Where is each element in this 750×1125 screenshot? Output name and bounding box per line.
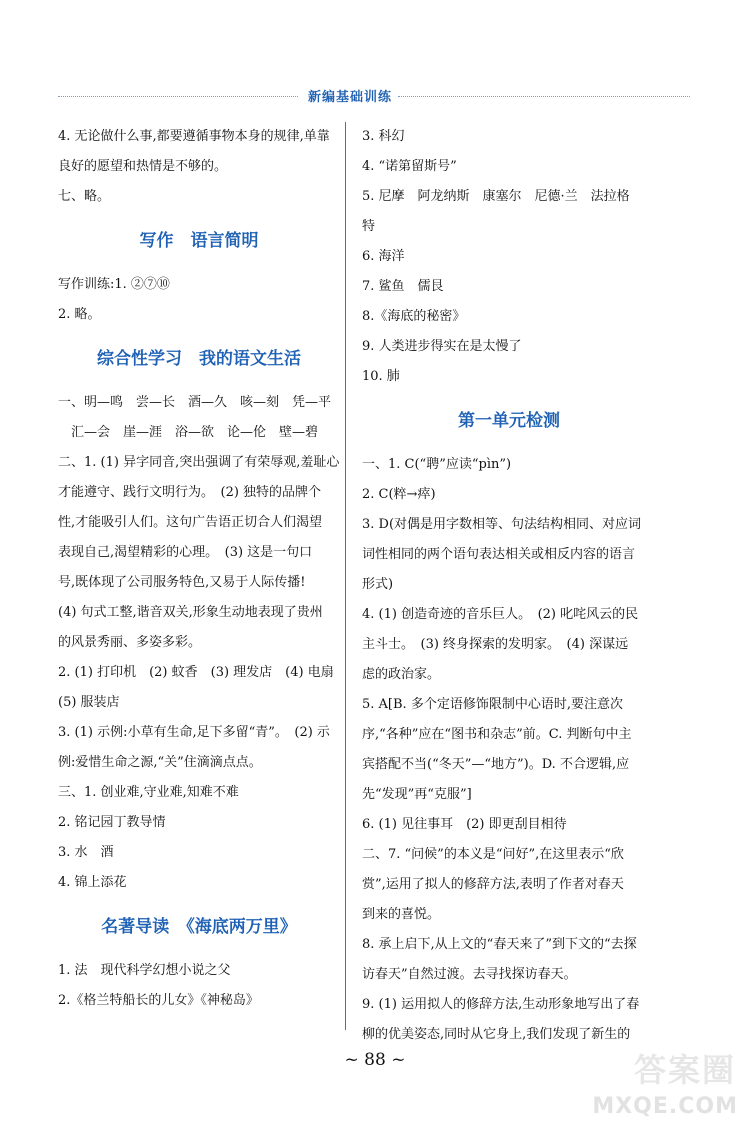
answer-line: 表现自己,渴望精彩的心理。 (3) 这是一句口 [58, 545, 313, 560]
answer-line: 10. 肺 [362, 369, 400, 384]
answer-line: 3. 水 酒 [58, 845, 114, 860]
answer-line: 良好的愿望和热情是不够的。 [58, 159, 228, 174]
answer-line: 9. 人类进步得实在是太慢了 [362, 339, 522, 354]
answer-line: 序,“各种”应在“图书和杂志”前。C. 判断句中主 [362, 727, 632, 742]
header-rule-left [58, 96, 298, 97]
running-header [0, 86, 750, 106]
section-heading: 名著导读 《海底两万里》 [101, 917, 297, 937]
answer-line: 二、1. (1) 异字同音,突出强调了有荣辱观,羞耻心 [58, 455, 340, 470]
answer-line: 4. 锦上添花 [58, 875, 127, 890]
left-column [58, 122, 340, 1016]
answer-line: 2. (1) 打印机 (2) 蚊香 (3) 理发店 (4) 电扇 [58, 665, 334, 680]
answer-line: 4. “诺第留斯号” [362, 159, 457, 174]
answer-line: 5. 尼摩 阿龙纳斯 康塞尔 尼德·兰 法拉格 [362, 189, 630, 204]
answer-line: 号,既体现了公司服务特色,又易于人际传播! [58, 575, 306, 590]
watermark-logo: 答案圈 [633, 1051, 736, 1089]
answer-line: 6. (1) 见往事耳 (2) 即更刮目相待 [362, 817, 567, 832]
section-heading: 写作 语言简明 [139, 231, 259, 251]
answer-line: 特 [362, 219, 376, 234]
answer-line: 一、1. C(“聘”应读“pìn”) [362, 457, 512, 472]
answer-line: 七、略。 [58, 189, 111, 204]
answer-line: 主斗士。 (3) 终身探索的发明家。 (4) 深谋远 [362, 637, 629, 652]
answer-line: 7. 鲨鱼 儒艮 [362, 279, 444, 294]
answer-line: 2. 铭记园丁教导情 [58, 815, 166, 830]
answer-line: 三、1. 创业难,守业难,知难不难 [58, 785, 239, 800]
answer-line: 才能遵守、践行文明行为。 (2) 独特的品牌个 [58, 485, 322, 500]
answer-line: 例:爱惜生命之源,“关”住滴滴点点。 [58, 755, 262, 770]
answer-line: 宾搭配不当(“冬天”—“地方”)。D. 不合逻辑,应 [362, 757, 630, 772]
answer-line: 8. 承上启下,从上文的“春天来了”到下文的“去探 [362, 937, 637, 952]
answer-line: 先“发现”再“克服”] [362, 787, 472, 802]
section-heading: 第一单元检测 [458, 411, 560, 431]
answer-line: 2. 略。 [58, 307, 101, 322]
answer-line: 8.《海底的秘密》 [362, 309, 466, 324]
answer-line: 6. 海洋 [362, 249, 405, 264]
answer-line: 3. D(对偶是用字数相等、句法结构相同、对应词 [362, 517, 642, 532]
column-divider [345, 122, 346, 1030]
answer-line: 4. (1) 创造奇迹的音乐巨人。 (2) 叱咤风云的民 [362, 607, 639, 622]
answer-line: (4) 句式工整,谐音双关,形象生动地表现了贵州 [58, 605, 323, 620]
answer-line: 的风景秀丽、多姿多彩。 [58, 635, 202, 650]
answer-line: 2. C(粹→瘁) [362, 487, 436, 502]
answer-line: 3. 科幻 [362, 129, 405, 144]
answer-line: (5) 服装店 [58, 695, 120, 710]
answer-line: 赏”,运用了拟人的修辞方法,表明了作者对春天 [362, 877, 624, 892]
answer-line: 虑的政治家。 [362, 667, 441, 682]
answer-line: 一、明—鸣 尝—长 酒—久 咳—刻 凭—平 [58, 395, 332, 410]
header-rule-right [398, 96, 690, 97]
answer-line: 二、7. “问候”的本义是“问好”,在这里表示“欣 [362, 847, 624, 862]
answer-line: 5. A[B. 多个定语修饰限制中心语时,要注意次 [362, 697, 623, 712]
answer-line: 1. 法 现代科学幻想小说之父 [58, 963, 231, 978]
answer-line: 9. (1) 运用拟人的修辞方法,生动形象地写出了春 [362, 997, 640, 1012]
section-heading: 综合性学习 我的语文生活 [97, 349, 301, 369]
answer-line: 写作训练:1. ②⑦⑩ [58, 277, 170, 292]
answer-line: 性,才能吸引人们。这句广告语正切合人们渴望 [58, 515, 323, 530]
answer-line: 汇—会 崖—涯 浴—欲 论—伦 壁—碧 [58, 425, 319, 440]
header-title: 新编基础训练 [307, 90, 392, 105]
answer-line: 词性相同的两个语句表达相关或相反内容的语言 [362, 547, 636, 562]
watermark-site: MXQE.COM [592, 1094, 738, 1119]
right-column [362, 122, 656, 1050]
page-number: ~ 88 ~ [344, 1050, 406, 1070]
answer-line: 4. 无论做什么事,都要遵循事物本身的规律,单靠 [58, 129, 330, 144]
answer-line: 柳的优美姿态,同时从它身上,我们发现了新生的 [362, 1027, 631, 1042]
answer-line: 形式) [362, 577, 394, 592]
watermark [588, 1049, 738, 1119]
answer-line: 访春天”自然过渡。去寻找探访春天。 [362, 967, 577, 982]
answer-line: 2.《格兰特船长的儿女》《神秘岛》 [58, 993, 259, 1008]
answer-line: 到来的喜悦。 [362, 907, 441, 922]
answer-line: 3. (1) 示例:小草有生命,足下多留“青”。 (2) 示 [58, 725, 330, 740]
